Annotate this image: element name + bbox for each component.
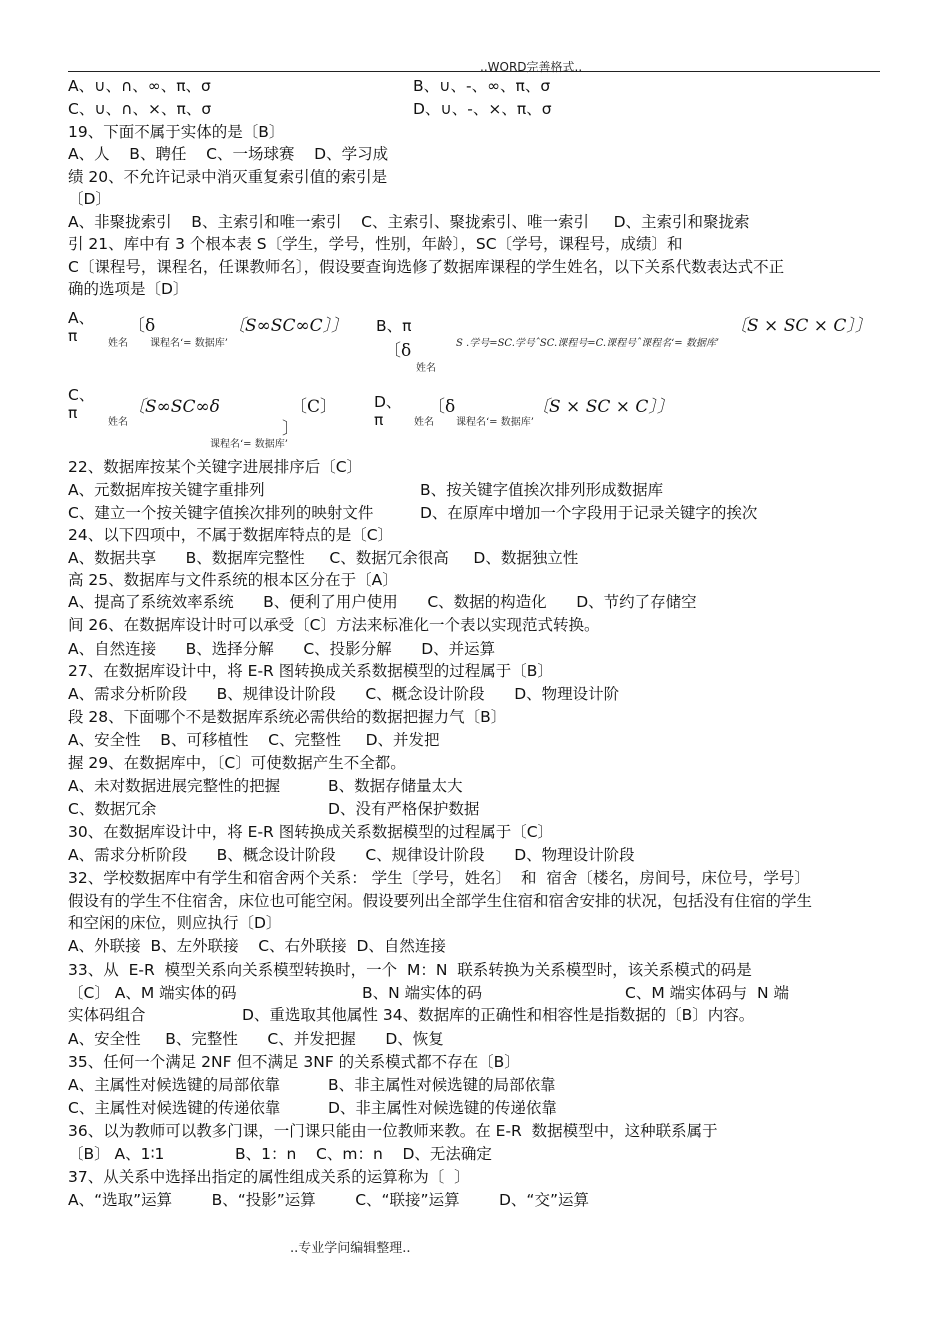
option-line: A、外联接 B、左外联接 C、右外联接 D、自然连接: [68, 937, 446, 955]
option-line: A、安全性 B、完整性 C、并发把握 D、恢复: [68, 1030, 444, 1048]
option-line: B、N 端实体的码: [362, 984, 483, 1002]
formula-b-label: B、π: [376, 317, 412, 335]
formula-d-sub-name: 姓名: [414, 417, 434, 428]
question-line: 引 21、库中有 3 个根本表 S〔学生，学号，性别，年龄〕，SC〔学号，课程号，成绩〕和: [68, 235, 683, 253]
option-line: A、“选取”运算 B、“投影”运算 C、“联接”运算 D、“交”运算: [68, 1191, 589, 1209]
option-line: C、建立一个按关键字值挨次排列的映射文件: [68, 504, 374, 522]
question-line: 36、以为教师可以教多门课，一门课只能由一位教师来教。在 E-R 数据模型中，这种联系属于: [68, 1122, 718, 1140]
formula-d-pi: π: [374, 411, 384, 429]
formula-b-sub-cond: S .学号=SC.学号ˆSC.课程号=C.课程号ˆ课程名‘= 数据库’: [456, 338, 720, 349]
option-line: A、需求分析阶段 B、概念设计阶段 C、规律设计阶段 D、物理设计阶段: [68, 846, 635, 864]
option-line: D、在原库中增加一个字段用于记录关键字的挨次: [420, 504, 758, 522]
page-header: ..WORD完善格式..: [480, 60, 583, 74]
question-line: 27、在数据库设计中，将 E-R 图转换成关系数据模型的过程属于〔B〕: [68, 662, 553, 680]
option-line: A、安全性 B、可移植性 C、完整性 D、并发把: [68, 731, 440, 749]
header-rule: [68, 71, 880, 72]
option-line: B、数据存储量太大: [328, 777, 463, 795]
option-line: A、非聚拢索引 B、主索引和唯一索引 C、主索引、聚拢索引、唯一索引 D、主索引和聚拢索: [68, 213, 750, 231]
question-line: 假设有的学生不住宿舍，床位也可能空闲。假设要列出全部学生住宿和宿舍安排的状况，包括没有住宿的学生: [68, 892, 813, 910]
question-line: 22、数据库按某个关键字进展排序后〔C〕: [68, 458, 363, 476]
question-line: 间 26、在数据库设计时可以承受〔C〕方法来标准化一个表以实现范式转换。: [68, 616, 600, 634]
formula-c-c: 〔C〕: [290, 397, 338, 417]
formula-a-delta: 〔δ: [128, 316, 156, 336]
formula-c-sub-cond: 课程名‘= 数据库’: [210, 439, 288, 450]
formula-c-sub-name: 姓名: [108, 417, 128, 428]
option-line: C、∪、∩、×、π、σ: [68, 100, 212, 118]
option-line: B、按关键字值挨次排列形成数据库: [420, 481, 664, 499]
question-line: 段 28、下面哪个不是数据库系统必需供给的数据把握力气〔B〕: [68, 708, 507, 726]
option-line: B、∪、-、∞、π、σ: [413, 77, 551, 95]
question-line: C〔课程号，课程名，任课教师名〕，假设要查询选修了数据库课程的学生姓名，以下关系代数表达式不正: [68, 258, 785, 276]
option-line: A、人 B、聘任 C、一场球赛 D、学习成: [68, 145, 389, 163]
option-line: A、数据共享 B、数据库完整性 C、数据冗余很高 D、数据独立性: [68, 549, 579, 567]
page-footer: ..专业学问编辑整理..: [290, 1241, 411, 1256]
option-line: B、非主属性对候选键的局部依靠: [328, 1076, 556, 1094]
question-line: 37、从关系中选择出指定的属性组成关系的运算称为〔 〕: [68, 1168, 470, 1186]
option-line: A、自然连接 B、选择分解 C、投影分解 D、并运算: [68, 640, 496, 658]
formula-c-expr: 〔S∞SC∞δ: [128, 397, 220, 417]
option-line: A、需求分析阶段 B、规律设计阶段 C、概念设计阶段 D、物理设计阶: [68, 685, 620, 703]
formula-a-label: A、: [68, 309, 95, 327]
option-line: A、元数据库按关键字重排列: [68, 481, 265, 499]
option-line: C、数据冗余: [68, 800, 157, 818]
question-line: 确的选项是〔D〕: [68, 280, 189, 298]
question-line: 高 25、数据库与文件系统的根本区分在于〔A〕: [68, 571, 398, 589]
question-line: 24、以下四项中，不属于数据库特点的是〔C〕: [68, 526, 394, 544]
formula-d-expr: 〔S × SC × C〕〕: [532, 397, 674, 417]
formula-a-sub-cond: 课程名‘= 数据库’: [150, 338, 228, 349]
option-line: D、非主属性对候选键的传递依靠: [328, 1099, 557, 1117]
formula-b-expr: 〔S × SC × C〕〕: [730, 316, 872, 336]
formula-c-label: C、: [68, 386, 95, 404]
option-line: A、主属性对候选键的局部依靠: [68, 1076, 281, 1094]
option-line: 〔C〕 A、M 端实体的码: [68, 984, 237, 1002]
formula-d-delta: 〔δ: [428, 397, 456, 417]
formula-b-delta: 〔δ: [384, 341, 412, 361]
option-line: 〔B〕 A、1∶1: [68, 1145, 165, 1163]
formula-c-close: 〕: [282, 419, 299, 439]
question-line: 19、下面不属于实体的是〔B〕: [68, 123, 285, 141]
question-line: 35、任何一个满足 2NF 但不满足 3NF 的关系模式都不存在〔B〕: [68, 1053, 520, 1071]
option-line: A、∪、∩、∞、π、σ: [68, 77, 211, 95]
formula-d-sub-cond: 课程名‘= 数据库’: [456, 417, 534, 428]
option-line: B、1：n C、m：n D、无法确定: [235, 1145, 492, 1163]
formula-a-expr: 〔S∞SC∞C〕〕: [228, 316, 349, 336]
option-line: A、未对数据进展完整性的把握: [68, 777, 281, 795]
option-line: A、提高了系统效率系统 B、便利了用户使用 C、数据的构造化 D、节约了存储空: [68, 593, 697, 611]
question-line: 33、从 E-R 模型关系向关系模型转换时，一个 M：N 联系转换为关系模型时，该关系模式的码是: [68, 961, 752, 979]
formula-b-sub-name: 姓名: [416, 363, 436, 374]
formula-d-label: D、: [374, 393, 402, 411]
question-line: D、重选取其他属性 34、数据库的正确性和相容性是指数据的〔B〕内容。: [242, 1006, 755, 1024]
answer-line: 〔D〕: [68, 190, 111, 208]
formula-c-pi: π: [68, 404, 78, 422]
formula-a-sub-name: 姓名: [108, 338, 128, 349]
question-line: 绩 20、不允许记录中消灭重复索引值的索引是: [68, 168, 388, 186]
option-line: C、主属性对候选键的传递依靠: [68, 1099, 281, 1117]
option-line: D、∪、-、×、π、σ: [413, 100, 552, 118]
question-line: 32、学校数据库中有学生和宿舍两个关系： 学生〔学号，姓名〕 和 宿舍〔楼名，房间号，床位号，学号〕: [68, 869, 810, 887]
option-line: C、M 端实体码与 N 端: [625, 984, 789, 1002]
question-line: 30、在数据库设计中，将 E-R 图转换成关系数据模型的过程属于〔C〕: [68, 823, 554, 841]
option-line: 实体码组合: [68, 1006, 146, 1024]
option-line: D、没有严格保护数据: [328, 800, 480, 818]
question-line: 握 29、在数据库中，〔C〕可使数据产生不全都。: [68, 754, 406, 772]
question-line: 和空闲的床位，则应执行〔D〕: [68, 914, 282, 932]
formula-a-pi: π: [68, 327, 78, 345]
